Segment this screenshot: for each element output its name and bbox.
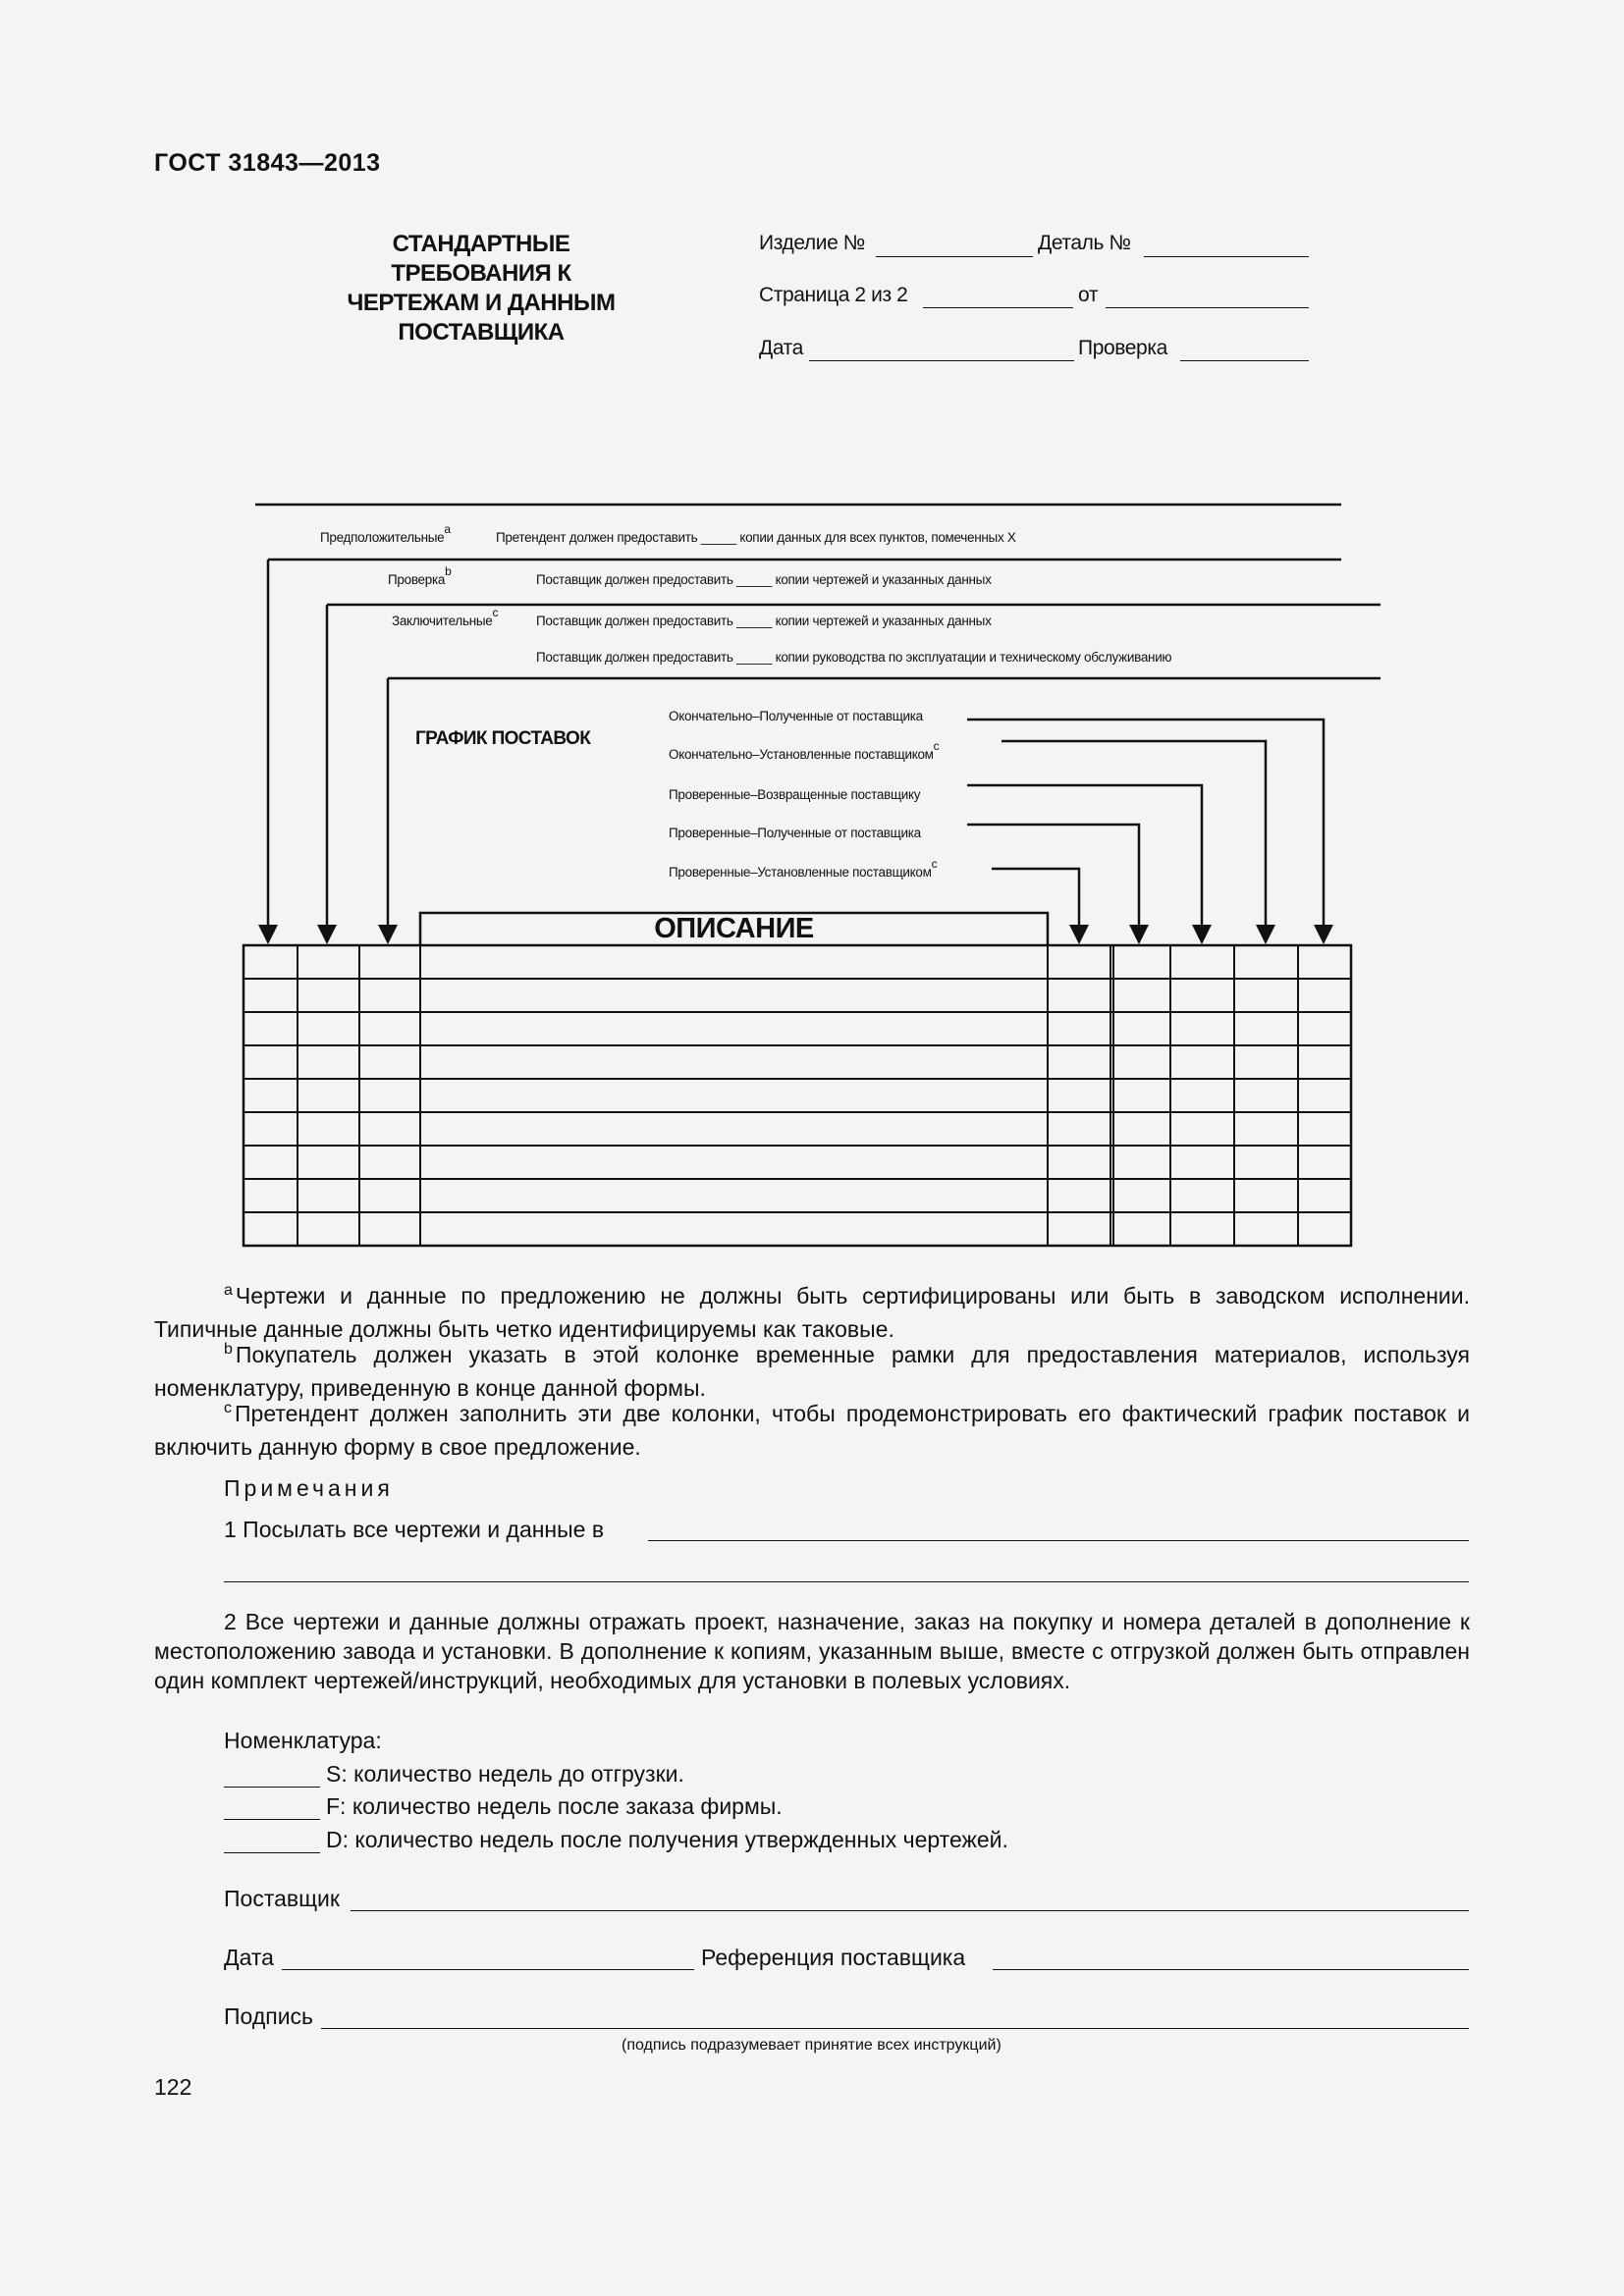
form-title: СТАНДАРТНЫЕ ТРЕБОВАНИЯ К ЧЕРТЕЖАМ И ДАННЫМ ПОСТАВЩИКА xyxy=(347,231,616,346)
check-label: Проверка xyxy=(1078,337,1167,359)
description-header: ОПИСАНИЕ xyxy=(654,913,814,944)
page-label: Страница 2 из 2 xyxy=(759,284,908,306)
signature-label: Подпись xyxy=(224,2003,314,2029)
footnote-c: $^c$ Претендент должен заполнить эти две колонки, чтобы продемонстрировать его фактический график поставок и включить данную форму в свое предложение. xyxy=(154,1400,1470,1460)
nomenclature-item-d: D: количество недель после получения утвержденных чертежей. xyxy=(326,1827,1008,1852)
signature-line[interactable] xyxy=(321,2028,1469,2029)
signoff-date-label: Дата xyxy=(224,1945,274,1970)
note-1-text: 1 Посылать все чертежи и данные в xyxy=(224,1517,605,1542)
item-no-label: Изделие № xyxy=(759,232,865,254)
standard-header: ГОСТ 31843—2013 xyxy=(154,149,381,177)
table-grid xyxy=(244,945,1351,1246)
supplier-line[interactable] xyxy=(351,1910,1469,1911)
arrow-schedule-1 xyxy=(967,720,1324,942)
nomenclature-blank-2[interactable] xyxy=(224,1819,320,1820)
req-text-review: Поставщик должен предоставить _____ копии чертежей и указанных данных xyxy=(536,572,992,587)
notes-heading: Примечания xyxy=(224,1475,394,1501)
req-text-manual: Поставщик должен предоставить _____ копии руководства по эксплуатации и техническому обслуживанию xyxy=(536,650,1172,665)
note-2-text: 2 Все чертежи и данные должны отражать проект, назначение, заказ на покупку и номера деталей в дополнение к местоположению завода и установки. В дополнение к копиям, указанным выше, вместе с отгрузкой должен быть отправлен один комплект чертежей/инструкций, необходимых для установки в полевых условиях. xyxy=(154,1609,1470,1693)
schedule-item-2: Окончательно–Установленные поставщикомc xyxy=(669,739,940,762)
date-label: Дата xyxy=(759,337,803,359)
signoff-date-line[interactable] xyxy=(282,1969,694,1970)
supplier-label: Поставщик xyxy=(224,1886,340,1911)
footnote-b: $^b$ Покупатель должен указать в этой колонке временные рамки для предоставления материалов, используя номенклатуру, приведенную в конце данной формы. xyxy=(154,1341,1470,1401)
signature-note: (подпись подразумевает принятие всех инструкций) xyxy=(622,2037,1001,2054)
reference-label: Референция поставщика xyxy=(701,1945,966,1970)
nomenclature-blank-3[interactable] xyxy=(224,1852,320,1853)
schedule-item-5: Проверенные–Установленные поставщикомc xyxy=(669,857,938,880)
schedule-item-3: Проверенные–Возвращенные поставщику xyxy=(669,787,921,802)
req-text-tentative: Претендент должен предоставить _____ копии данных для всех пунктов, помеченных X xyxy=(496,530,1016,545)
nomenclature-blank-1[interactable] xyxy=(224,1787,320,1788)
req-label-review: Проверкаb xyxy=(388,564,452,587)
nomenclature-item-s: S: количество недель до отгрузки. xyxy=(326,1761,684,1787)
nomenclature-heading: Номенклатура: xyxy=(224,1728,382,1753)
schedule-title: ГРАФИК ПОСТАВОК xyxy=(415,728,591,749)
req-label-tentative: Предположительныеa xyxy=(320,522,451,545)
schedule-item-4: Проверенные–Полученные от поставщика xyxy=(669,826,921,840)
table-frame xyxy=(244,945,1351,1246)
note-1-line-2[interactable] xyxy=(224,1581,1469,1582)
schedule-item-1: Окончательно–Полученные от поставщика xyxy=(669,709,923,723)
req-label-final: Заключительныеc xyxy=(392,606,499,628)
page-number: 122 xyxy=(154,2074,192,2100)
req-text-final: Поставщик должен предоставить _____ копии чертежей и указанных данных xyxy=(536,614,992,628)
reference-line[interactable] xyxy=(993,1969,1469,1970)
nomenclature-item-f: F: количество недель после заказа фирмы. xyxy=(326,1793,783,1819)
of-label: от xyxy=(1078,284,1099,306)
part-no-label: Деталь № xyxy=(1038,232,1131,254)
footnote-a: $^a$ Чертежи и данные по предложению не должны быть сертифицированы или быть в заводском исполнении. Типичные данные должны быть четко идентифицируемы как таковые. xyxy=(154,1282,1470,1342)
note-1-line[interactable] xyxy=(648,1540,1469,1541)
